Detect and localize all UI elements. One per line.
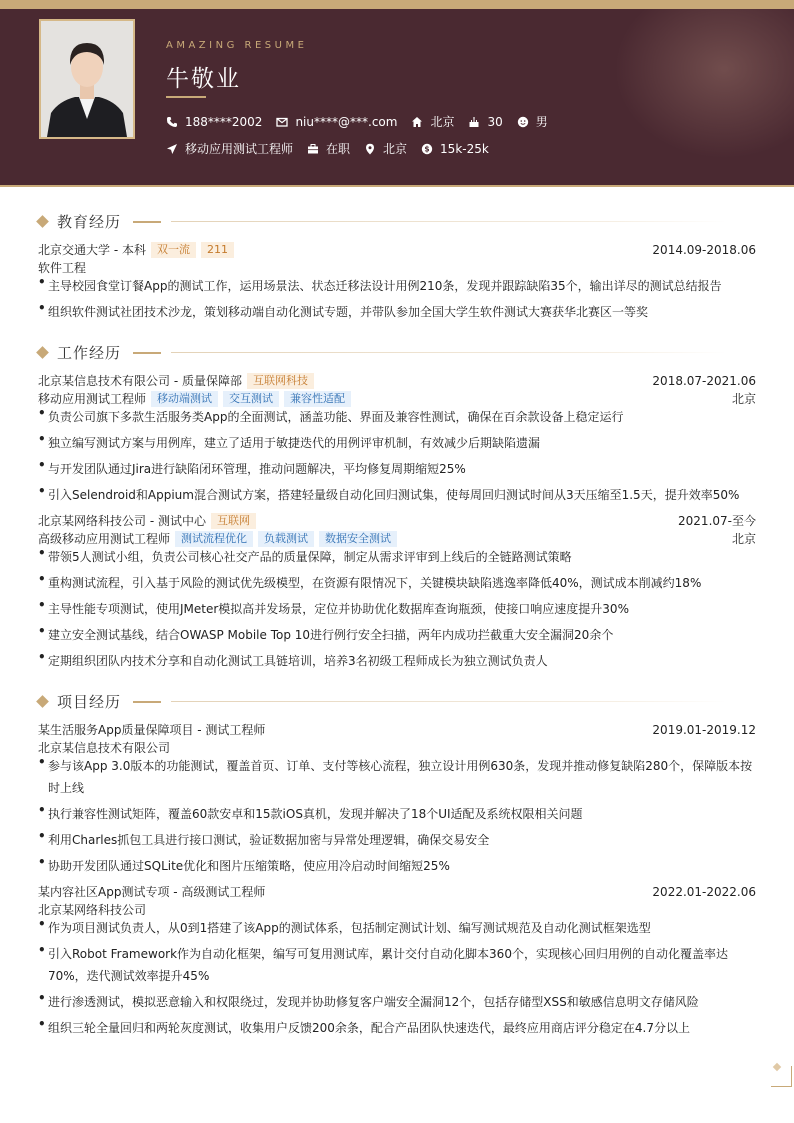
salary-value: 15k-25k <box>440 141 489 156</box>
project-org <box>38 739 756 756</box>
list-item: • 协助开发团队通过SQLite优化和图片压缩策略，使应用冷启动时间缩短25% <box>38 855 450 873</box>
diamond-icon <box>36 346 49 359</box>
title-rule <box>171 352 726 353</box>
candidate-name: 牛敬业 <box>166 66 241 92</box>
company-tag: 互联网 <box>211 513 256 529</box>
project-name: 某生活服务App质量保障项目 - 测试工程师 <box>38 723 266 737</box>
job-city: 北京 <box>731 392 756 406</box>
school-name: 北京交通大学 - 本科 <box>38 243 146 257</box>
map-pin-icon <box>364 143 376 155</box>
job-city: 北京 <box>731 532 756 546</box>
status-item <box>307 140 350 157</box>
salary-item <box>421 142 489 156</box>
company-name: 北京某网络科技公司 - 测试中心 <box>38 514 206 528</box>
title-rule <box>171 701 726 702</box>
target-city-item <box>364 140 407 157</box>
major-name: 软件工程 <box>38 261 87 275</box>
name-underline <box>166 96 206 98</box>
job-intent-row <box>166 140 503 157</box>
header-divider <box>0 185 794 187</box>
list-item: • 进行渗透测试，模拟恶意输入和权限绕过，发现并协助修复客户端安全漏洞12个，包括存储型XSS和敏感信息明文存储风险 <box>38 991 699 1009</box>
company-name: 北京某信息技术有限公司 - 质量保障部 <box>38 374 242 388</box>
project-header <box>38 883 756 900</box>
section-education-title <box>36 211 726 232</box>
list-item: • 组织软件测试社团技术沙龙，策划移动端自动化测试专题，并带队参加全国大学生软件测试大赛获华北赛区一等奖 <box>38 301 649 319</box>
title-dash <box>133 221 161 223</box>
location-value: 北京 <box>430 115 455 129</box>
list-item: • 建立安全测试基线，结合OWASP Mobile Top 10进行例行安全扫描，两年内成功拦截重大安全漏洞20余个 <box>38 624 614 642</box>
school-tag: 211 <box>201 242 234 258</box>
job-target-item <box>166 140 293 157</box>
project-name: 某内容社区App测试专项 - 高级测试工程师 <box>38 885 266 899</box>
email-item <box>276 115 397 129</box>
title-rule <box>171 221 726 222</box>
location-item <box>411 113 454 130</box>
project-date: 2022.01-2022.06 <box>652 884 756 899</box>
gender-value: 男 <box>535 115 548 129</box>
list-item: • 引入Selendroid和Appium混合测试方案，搭建轻量级自动化回归测试集，使每周回归测试时间从3天压缩至1.5天，提升效率50% <box>38 484 740 502</box>
list-item: • 组织三轮全量回归和两轮灰度测试，收集用户反馈200余条，配合产品团队快速迭代，最终应用商店评分稳定在4.7分以上 <box>38 1017 690 1035</box>
job-role-row <box>38 390 756 407</box>
job-date: 2021.07-至今 <box>678 514 756 528</box>
education-date: 2014.09-2018.06 <box>652 242 756 257</box>
title-dash <box>133 352 161 354</box>
list-item: • 主导校园食堂订餐App的测试工作，运用场景法、状态迁移法设计用例210条，发现并跟踪缺陷35个，输出详尽的测试总结报告 <box>38 275 722 293</box>
top-accent-bar <box>0 0 794 9</box>
cake-icon <box>468 116 480 128</box>
education-major <box>38 259 756 276</box>
svg-text:$: $ <box>424 144 430 154</box>
target-city-value: 北京 <box>383 142 408 156</box>
job-header <box>38 372 756 389</box>
school-tag: 双一流 <box>151 242 196 258</box>
project-header <box>38 721 756 738</box>
skill-tag: 负载测试 <box>258 531 314 547</box>
job-role-row <box>38 530 756 547</box>
phone-icon <box>166 116 178 128</box>
section-title-text: 项目经历 <box>57 693 122 711</box>
status-value: 在职 <box>326 142 351 156</box>
person-icon <box>517 116 529 128</box>
diamond-icon <box>36 695 49 708</box>
profile-photo <box>39 19 135 139</box>
resume-tagline: AMAZING RESUME <box>166 40 308 51</box>
list-item: • 执行兼容性测试矩阵，覆盖60款安卓和15款iOS真机，发现并解决了18个UI适配及系统权限相关问题 <box>38 803 583 821</box>
list-item: • 带领5人测试小组，负责公司核心社交产品的质量保障，制定从需求评审到上线后的全链路测试策略 <box>38 546 572 564</box>
skill-tag: 数据安全测试 <box>319 531 397 547</box>
section-title-text: 教育经历 <box>57 213 122 231</box>
mail-icon <box>276 116 288 128</box>
skill-tag: 移动端测试 <box>151 391 218 407</box>
home-icon <box>411 116 423 128</box>
list-item: • 利用Charles抓包工具进行接口测试，验证数据加密与异常处理逻辑，确保交易安全 <box>38 829 490 847</box>
section-work-title <box>36 342 726 363</box>
age-value: 30 <box>487 114 503 129</box>
project-date: 2019.01-2019.12 <box>652 722 756 737</box>
job-target-value: 移动应用测试工程师 <box>185 142 294 156</box>
list-item: • 引入Robot Framework作为自动化框架，编写可复用测试库，累计交付自动化脚本360个，实现核心回归用例的自动化覆盖率达70%，迭代测试效率提升45% <box>38 943 728 983</box>
list-item: • 定期组织团队内技术分享和自动化测试工具链培训，培养3名初级工程师成长为独立测试负责人 <box>38 650 548 668</box>
age-item <box>468 115 502 129</box>
list-item: • 参与该App 3.0版本的功能测试，覆盖首页、订单、支付等核心流程，独立设计用例630条，发现并推动修复缺陷280个，保障版本按时上线 <box>38 755 753 795</box>
header-glow <box>614 9 794 159</box>
contact-row <box>166 113 562 130</box>
section-projects-title <box>36 691 726 712</box>
send-icon <box>166 143 178 155</box>
phone-value: 188****2002 <box>185 114 263 129</box>
title-dash <box>133 701 161 703</box>
job-header <box>38 512 756 529</box>
company-tag: 互联网科技 <box>247 373 314 389</box>
email-value: niu****@***.com <box>295 114 398 129</box>
briefcase-icon <box>307 143 319 155</box>
phone-item <box>166 115 262 129</box>
list-item: • 独立编写测试方案与用例库，建立了适用于敏捷迭代的用例评审机制，有效减少后期缺陷遗漏 <box>38 432 541 450</box>
project-org-name: 北京某网络科技公司 <box>38 903 147 917</box>
list-item: • 主导性能专项测试，使用JMeter模拟高并发场景，定位并协助优化数据库查询瓶颈，使接口响应速度提升30% <box>38 598 629 616</box>
list-item: • 与开发团队通过Jira进行缺陷闭环管理，推动问题解决，平均修复周期缩短25% <box>38 458 466 476</box>
list-item: • 负责公司旗下多款生活服务类App的全面测试，涵盖功能、界面及兼容性测试，确保在百余款设备上稳定运行 <box>38 406 624 424</box>
job-role: 高级移动应用测试工程师 <box>38 532 171 546</box>
list-item: • 作为项目测试负责人，从0到1搭建了该App的测试体系，包括制定测试计划、编写测试规范及自动化测试框架选型 <box>38 917 651 935</box>
section-title-text: 工作经历 <box>57 344 122 362</box>
job-role: 移动应用测试工程师 <box>38 392 147 406</box>
diamond-icon <box>36 215 49 228</box>
job-date: 2018.07-2021.06 <box>652 373 756 388</box>
money-icon <box>421 143 433 155</box>
gender-item <box>517 113 548 130</box>
list-item: • 重构测试流程，引入基于风险的测试优先级模型，在资源有限情况下，关键模块缺陷逃逸率降低40%，测试成本削减约18% <box>38 572 702 590</box>
skill-tag: 交互测试 <box>223 391 279 407</box>
skill-tag: 测试流程优化 <box>175 531 253 547</box>
skill-tag: 兼容性适配 <box>284 391 351 407</box>
project-org <box>38 901 756 918</box>
education-header <box>38 241 756 258</box>
project-org-name: 北京某信息技术有限公司 <box>38 741 171 755</box>
